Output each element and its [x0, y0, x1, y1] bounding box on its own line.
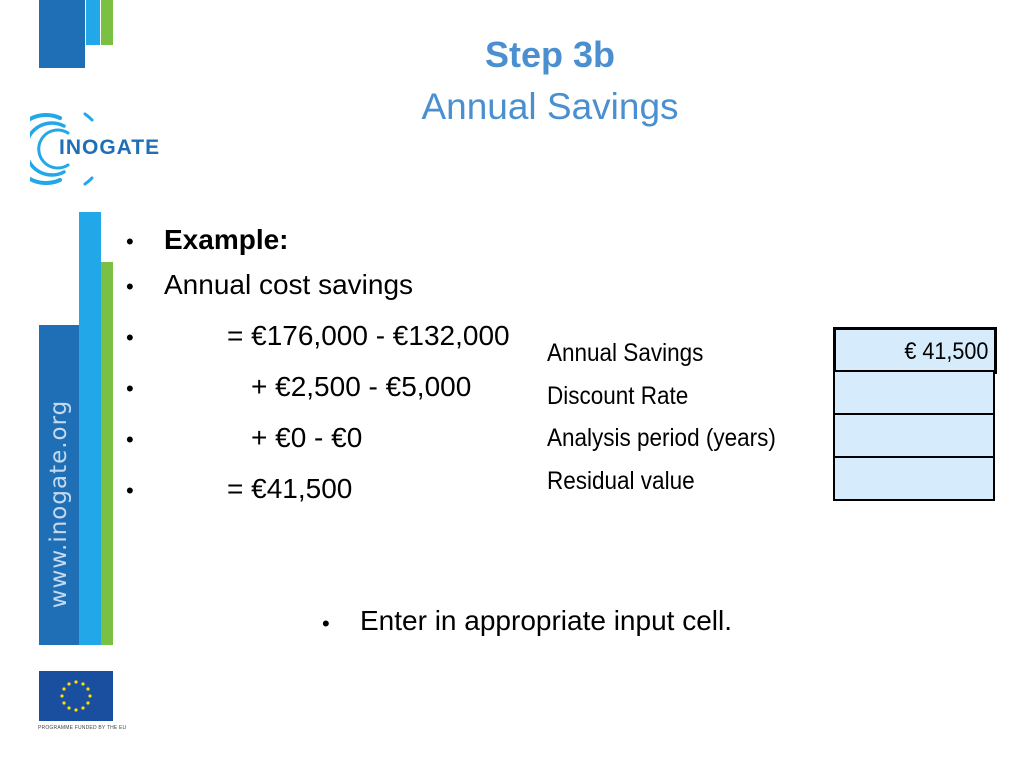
bullet-dot: •: [126, 478, 134, 503]
bullet-dot: •: [126, 274, 134, 299]
bullet-calc-result: = €41,500: [227, 473, 353, 504]
bullet-dot: •: [126, 376, 134, 401]
eu-caption: PROGRAMME FUNDED BY THE EU: [38, 725, 127, 731]
bullet-dot: •: [322, 611, 330, 636]
bullet-calc-line-1: = €176,000 - €132,000: [227, 320, 510, 351]
bullet-dot: •: [126, 229, 134, 254]
bullet-calc-line-3: + €0 - €0: [251, 422, 363, 453]
eu-flag: [39, 671, 113, 721]
sidebar-strip-sky-top: [86, 0, 100, 45]
input-cell-annual-savings[interactable]: [833, 327, 997, 374]
label-analysis-period: Analysis period (years): [547, 424, 776, 452]
instruction-text: Enter in appropriate input cell.: [360, 605, 732, 636]
bullet-calc-line-2: + €2,500 - €5,000: [251, 371, 472, 402]
input-cell-residual-value[interactable]: [833, 456, 995, 501]
input-cell-discount-rate[interactable]: [833, 370, 995, 415]
sidebar-strip-green: [101, 262, 113, 645]
sidebar-block-top: [39, 0, 85, 68]
bullet-annual-cost-savings: Annual cost savings: [164, 269, 414, 300]
label-residual-value: Residual value: [547, 467, 695, 495]
bullet-example: Example:: [164, 224, 289, 255]
input-cell-analysis-period[interactable]: [833, 413, 995, 458]
sidebar-strip-green-top: [101, 0, 113, 45]
slide-title: Step 3b: [484, 34, 616, 75]
logo-text: INOGATE: [59, 136, 161, 159]
bullet-dot: •: [126, 325, 134, 350]
annual-savings-value: € 41,500: [903, 338, 988, 365]
bullet-dot: •: [126, 427, 134, 452]
eu-stars-icon: [39, 671, 113, 721]
label-annual-savings: Annual Savings: [547, 339, 704, 367]
label-discount-rate: Discount Rate: [547, 382, 689, 410]
sidebar-strip-sky: [79, 212, 101, 645]
slide-subtitle: Annual Savings: [421, 86, 679, 127]
input-cells-table: [833, 327, 995, 501]
